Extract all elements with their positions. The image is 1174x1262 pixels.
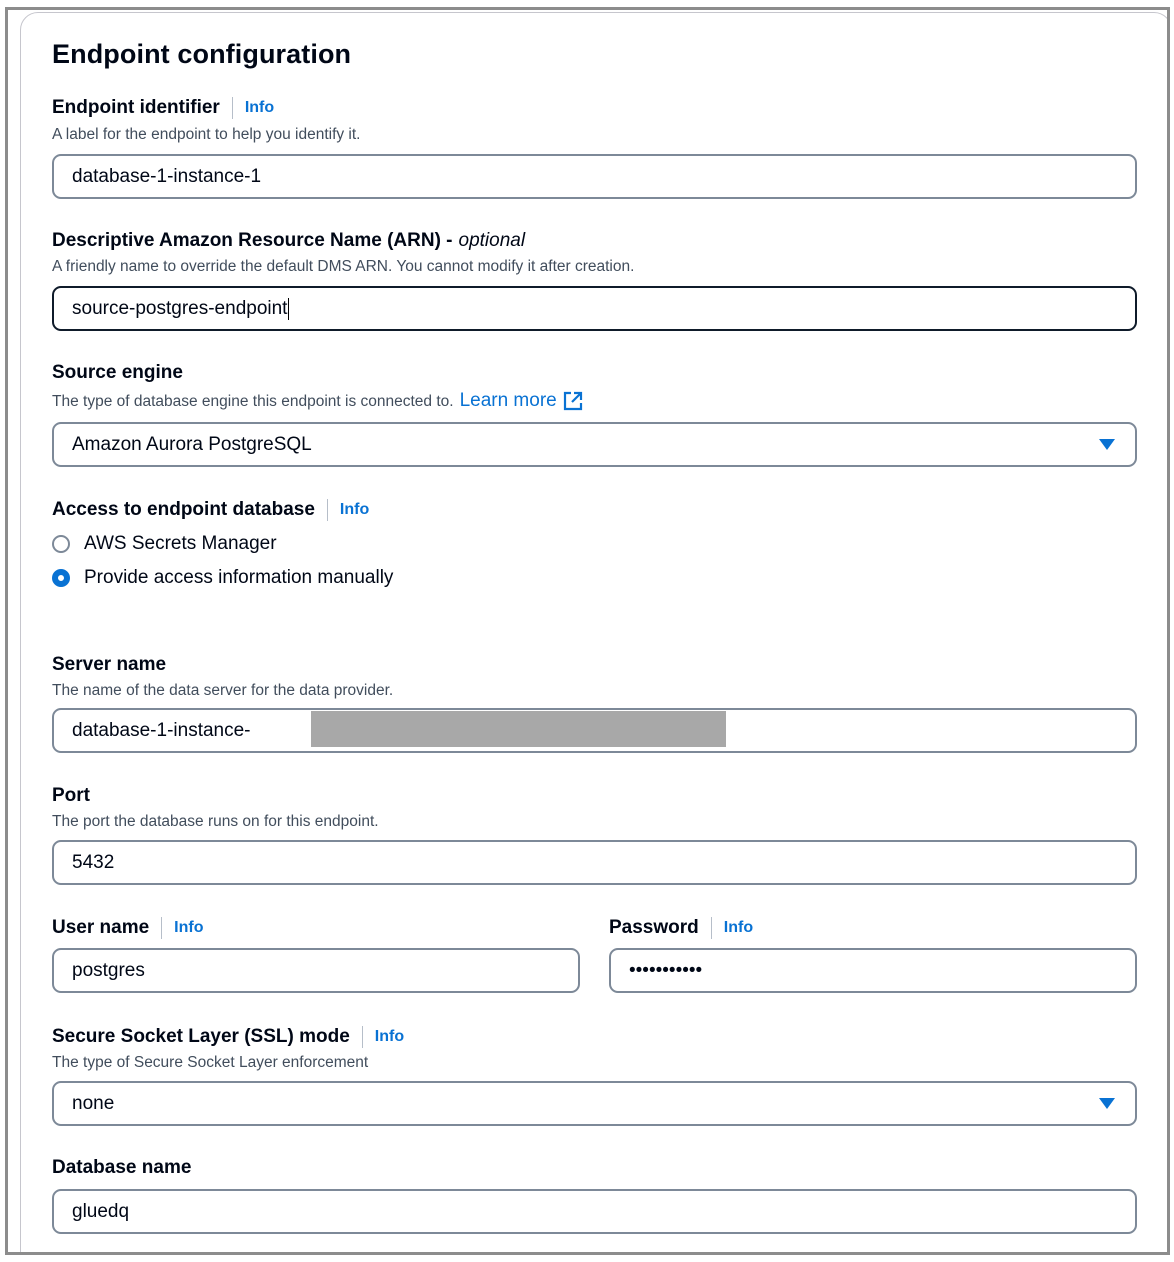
endpoint-identifier-value: database-1-instance-1 (72, 165, 262, 187)
access-label (52, 499, 369, 521)
source-engine-label (52, 362, 183, 384)
user-name-label (52, 917, 204, 939)
port-label-text: Port (52, 785, 90, 806)
radio-aws-secrets-manager[interactable] (52, 533, 277, 555)
radio-button-unselected[interactable] (52, 535, 70, 553)
radio-provide-manually[interactable] (52, 567, 393, 589)
caret-down-icon (1099, 1098, 1115, 1109)
info-separator (711, 917, 712, 939)
source-engine-selected-value: Amazon Aurora PostgreSQL (72, 433, 312, 455)
source-engine-select[interactable] (52, 422, 1137, 467)
password-input[interactable] (609, 948, 1137, 993)
ssl-mode-info-link[interactable]: Info (374, 1028, 405, 1045)
endpoint-identifier-description: A label for the endpoint to help you identify it. (52, 126, 361, 143)
database-name-label (52, 1157, 191, 1179)
info-separator (232, 97, 233, 119)
database-name-value: gluedq (72, 1200, 130, 1222)
section-title: Endpoint configuration (52, 39, 352, 69)
ssl-mode-selected-value: none (72, 1092, 115, 1114)
password-label-text: Password (609, 917, 699, 938)
info-separator (327, 499, 328, 521)
info-separator (362, 1026, 363, 1048)
server-name-value: database-1-instance- (72, 719, 251, 741)
text-cursor (288, 298, 289, 320)
screenshot-frame (5, 7, 1170, 1255)
server-name-label-text: Server name (52, 654, 167, 675)
endpoint-identifier-label (52, 97, 274, 119)
port-label (52, 785, 90, 807)
password-info-link[interactable]: Info (723, 919, 754, 936)
endpoint-configuration-panel (20, 12, 1170, 1255)
password-label (609, 917, 753, 939)
server-name-description: The name of the data server for the data provider. (52, 682, 394, 699)
source-engine-description (52, 390, 583, 412)
radio-button-selected[interactable] (52, 569, 70, 587)
port-value: 5432 (72, 851, 115, 873)
access-info-link[interactable]: Info (339, 501, 370, 518)
redacted-region (311, 711, 726, 747)
user-name-input[interactable] (52, 948, 580, 993)
server-name-label (52, 654, 166, 676)
radio-label: Provide access information manually (84, 567, 394, 588)
arn-value: source-postgres-endpoint (72, 297, 288, 319)
arn-label-text: Descriptive Amazon Resource Name (ARN) - (52, 230, 453, 251)
ssl-mode-label (52, 1026, 404, 1048)
arn-label (52, 230, 525, 252)
endpoint-identifier-input[interactable] (52, 154, 1137, 199)
access-label-text: Access to endpoint database (52, 499, 315, 520)
arn-input[interactable] (52, 286, 1137, 331)
external-link-icon (563, 391, 583, 411)
arn-optional-tag: optional (458, 230, 526, 251)
arn-description: A friendly name to override the default DMS ARN. You cannot modify it after creation. (52, 258, 635, 275)
ssl-mode-description: The type of Secure Socket Layer enforcement (52, 1054, 369, 1071)
learn-more-text: Learn more (459, 390, 557, 411)
ssl-mode-label-text: Secure Socket Layer (SSL) mode (52, 1026, 350, 1047)
user-name-value: postgres (72, 959, 145, 981)
caret-down-icon (1099, 439, 1115, 450)
ssl-mode-select[interactable] (52, 1081, 1137, 1126)
port-description: The port the database runs on for this endpoint. (52, 813, 379, 830)
port-input[interactable] (52, 840, 1137, 885)
user-name-label-text: User name (52, 917, 150, 938)
source-engine-description-text: The type of database engine this endpoint is connected to. (52, 393, 454, 410)
info-separator (161, 917, 162, 939)
user-name-info-link[interactable]: Info (174, 919, 204, 936)
source-engine-label-text: Source engine (52, 362, 183, 383)
database-name-label-text: Database name (52, 1157, 192, 1178)
endpoint-identifier-info-link[interactable]: Info (244, 99, 275, 116)
password-masked-value: ••••••••••• (629, 959, 703, 981)
endpoint-identifier-label-text: Endpoint identifier (52, 97, 220, 118)
radio-label: AWS Secrets Manager (84, 533, 277, 554)
database-name-input[interactable] (52, 1189, 1137, 1234)
learn-more-link[interactable] (460, 390, 583, 412)
server-name-input[interactable] (52, 708, 1137, 753)
